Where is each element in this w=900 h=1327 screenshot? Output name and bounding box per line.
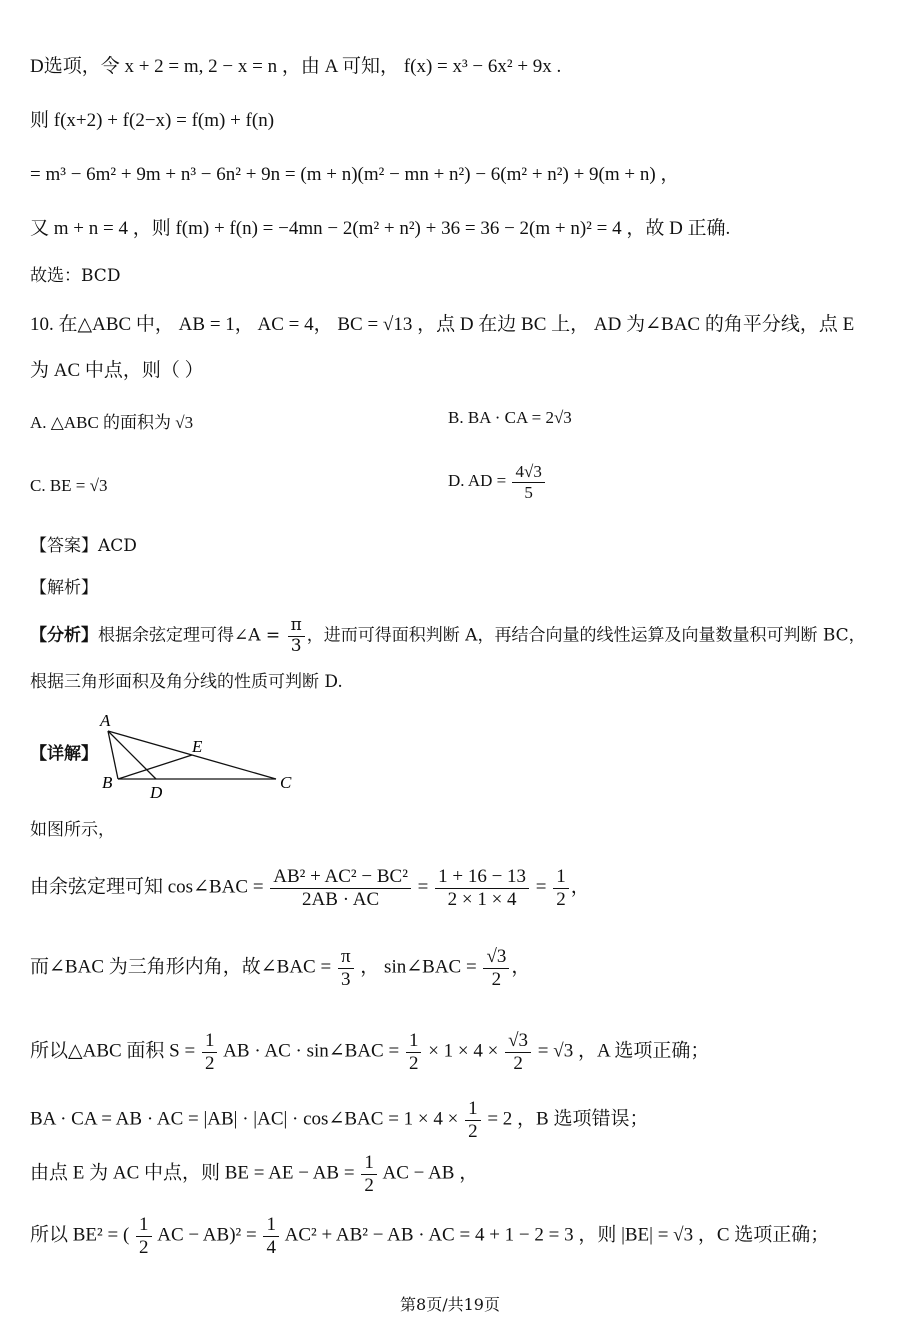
angle-num: π (338, 946, 354, 969)
d-option-line1: D选项，令 x + 2 = m, 2 − x = n ，由 A 可知， f(x) = x³ − 6x² + 9x . (30, 56, 562, 77)
option-d-prefix: D. AD = (448, 470, 507, 490)
area-sqrt-den: 2 (513, 1052, 523, 1074)
option-d-den: 5 (524, 482, 533, 502)
be-line (30, 1152, 478, 1197)
dot-line (30, 1098, 648, 1143)
question-line2: 为 AC 中点，则（ ） (30, 360, 204, 381)
area-text-3: × 1 × 4 × (428, 1040, 499, 1062)
cos-num-2: 1 + 16 − 13 (435, 866, 529, 889)
be-frac (361, 1152, 377, 1197)
option-d (448, 462, 547, 502)
figure-label-e: E (192, 737, 203, 756)
d-option-line4: 又 m + n = 4 ，则 f(m) + f(n) = −4mn − 2(m² + n²) + 36 = 36 − 2(m + n)² = 4 ，故 D 正确. (30, 218, 731, 239)
cos-eq-2: = (535, 876, 547, 898)
analysis-frac (288, 616, 305, 656)
area-half-frac-2 (406, 1030, 422, 1075)
analysis-frac-num: π (288, 616, 305, 637)
sq-quarter-den: 4 (266, 1236, 276, 1258)
area-text-4: = √3 ，A 选项正确； (537, 1040, 710, 1062)
sq-text-1: 所以 BE² = ( (30, 1224, 130, 1246)
figure-label-b: B (102, 773, 113, 792)
sq-text-2: AC − AB)² = (157, 1224, 257, 1246)
angle-line: 而∠BAC 为三角形内角，故∠BAC = $\frac{\pi}{3}$ ， sin∠BAC = $\frac{√3}{2}$ ， (30, 946, 531, 990)
analysis-label: 【解析】 (30, 578, 98, 598)
option-c: C. BE = √3 (30, 476, 108, 495)
triangle-figure (96, 706, 306, 802)
cos-den-3: 2 (556, 888, 566, 910)
area-text-1: 所以△ABC 面积 S = (30, 1040, 196, 1062)
sq-half-num: 1 (136, 1214, 152, 1237)
sq-quarter-frac (263, 1214, 279, 1259)
answer: 【答案】ACD (30, 536, 137, 556)
option-b: B. BA · CA = 2√3 (448, 408, 572, 427)
page-footer: 第8页/共19页 (400, 1295, 500, 1314)
figure-label-a: A (100, 711, 111, 730)
option-d-fraction (512, 462, 544, 502)
analysis-text-after: ，进而可得面积判断 A，再结合向量的线性运算及向量数量积可判断 BC， (306, 625, 866, 646)
cos-frac-2 (435, 866, 529, 911)
dot-den: 2 (468, 1120, 478, 1142)
analysis-frac-den: 3 (290, 635, 302, 656)
area-sqrt-frac (505, 1030, 531, 1075)
analysis-line2: 根据三角形面积及角分线的性质可判断 D. (30, 672, 343, 692)
cos-frac-3 (553, 866, 569, 911)
area-half-den-2: 2 (408, 1052, 419, 1074)
sq-quarter-num: 1 (263, 1214, 279, 1237)
figure-label-d: D (150, 783, 163, 802)
area-half-num-1: 1 (202, 1030, 218, 1053)
option-a: A. △ABC 的面积为 √3 (30, 413, 194, 432)
sin-den: 2 (491, 968, 502, 990)
question-line1: 10. 在△ABC 中， AB = 1， AC = 4， BC = √13 ，点 D 在边 BC 上， AD 为∠BAC 的角平分线，点 E (30, 314, 855, 335)
angle-text-2: ， sin∠BAC = (360, 956, 477, 978)
be-den: 2 (364, 1174, 374, 1196)
solution-intro: 如图所示， (30, 820, 115, 840)
cos-frac-1 (270, 866, 411, 911)
dot-num: 1 (465, 1098, 481, 1121)
angle-frac (338, 946, 354, 991)
cos-num-3: 1 (553, 866, 569, 889)
area-sqrt-num: √3 (505, 1030, 531, 1053)
angle-den: 3 (341, 968, 351, 990)
be-text-1: 由点 E 为 AC 中点，则 BE = AE − AB = (30, 1162, 355, 1184)
cos-eq-1: = (417, 876, 429, 898)
be-squared-line (30, 1214, 829, 1259)
angle-text-1: 而∠BAC 为三角形内角，故∠BAC = (30, 956, 332, 978)
sin-num: √3 (483, 946, 509, 969)
area-line (30, 1030, 709, 1075)
analysis-line1 (30, 616, 866, 656)
cos-den-2: 2 × 1 × 4 (447, 888, 517, 910)
option-d-num: 4√3 (512, 462, 544, 483)
dot-text-2: = 2 ，B 选项错误； (487, 1108, 649, 1130)
cos-num-1: AB² + AC² − BC² (270, 866, 411, 889)
sq-half-den: 2 (139, 1236, 149, 1258)
detail-label: 【详解】 (30, 744, 98, 764)
area-text-2: AB · AC · sin∠BAC = (223, 1040, 400, 1062)
be-num: 1 (361, 1152, 377, 1175)
be-text-2: AC − AB ， (382, 1162, 479, 1184)
dot-text-1: BA · CA = AB · AC = |AB| · |AC| · cos∠BAC = 1 × 4 × (30, 1108, 459, 1130)
dot-frac (465, 1098, 481, 1143)
previous-conclusion: 故选：BCD (30, 266, 121, 286)
analysis-prefix: 【分析】 (30, 625, 98, 646)
analysis-text-before: 根据余弦定理可得∠A = (98, 625, 281, 646)
area-half-frac-1 (202, 1030, 218, 1075)
cos-den-1: 2AB · AC (302, 888, 380, 910)
sq-half-frac (136, 1214, 152, 1259)
cos-prefix: 由余弦定理可知 cos∠BAC = (30, 876, 264, 898)
sq-text-3: AC² + AB² − AB · AC = 4 + 1 − 2 = 3 ，则 |BE| = √3 ，C 选项正确； (284, 1224, 830, 1246)
d-option-line2: 则 f(x+2) + f(2−x) = f(m) + f(n) (30, 110, 275, 131)
area-half-den-1: 2 (204, 1052, 215, 1074)
figure-label-c: C (280, 773, 292, 792)
sin-frac (483, 946, 509, 991)
area-half-num-2: 1 (406, 1030, 422, 1053)
cos-line: 由余弦定理可知 cos∠BAC = $\frac{\text{AB² + AC² − BC²}}{2AB \cdot AC}$ = $\frac{1 + 16 - 13}{2 \times 1 \times 4}$ = $\frac{1}{2}$ ， (30, 866, 590, 910)
d-option-line3: = m³ − 6m² + 9m + n³ − 6n² + 9n = (m + n)(m² − mn + n²) − 6(m² + n²) + 9(m + n) ， (30, 164, 680, 185)
